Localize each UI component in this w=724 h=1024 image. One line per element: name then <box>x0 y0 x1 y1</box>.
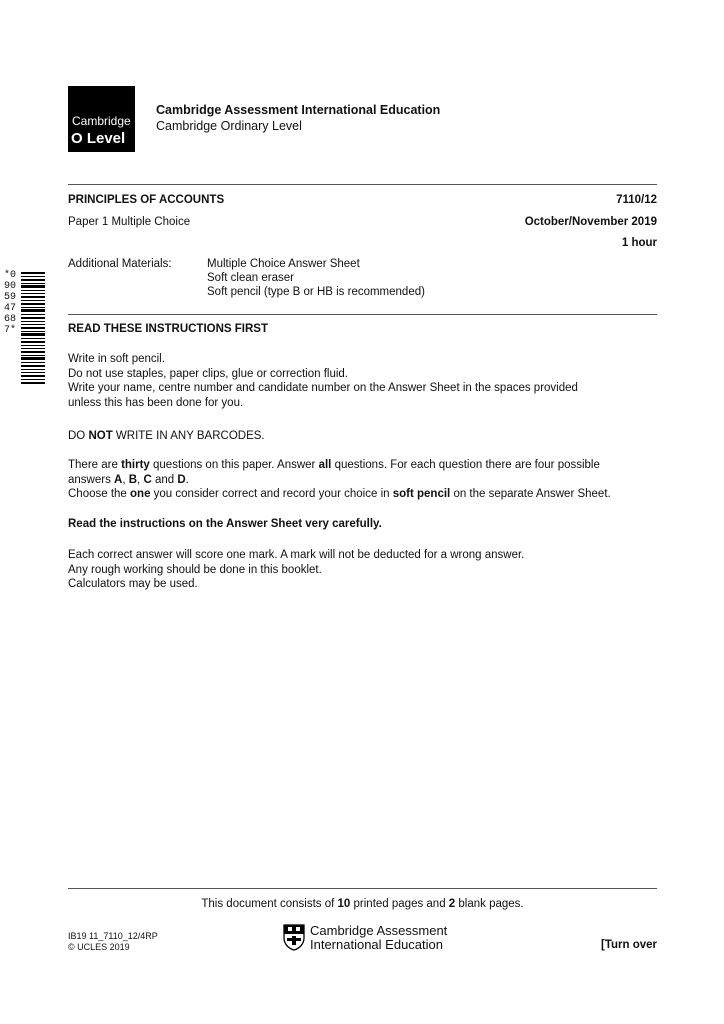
text-run-bold: all <box>318 459 332 471</box>
subject-title: PRINCIPLES OF ACCOUNTS <box>68 194 225 206</box>
text-run: questions on this paper. Answer <box>149 459 319 471</box>
footer-brand <box>310 924 447 952</box>
header-divider <box>68 184 657 185</box>
instructions-paragraph-5 <box>68 548 657 592</box>
text-run: and <box>151 473 178 486</box>
instruction-line: Any rough working should be done in this booklet. <box>68 563 322 576</box>
text-run-bold: D <box>177 473 186 486</box>
turn-over: [Turn over <box>600 939 657 951</box>
instruction-line: unless this has been done for you. <box>68 396 244 409</box>
text-run: There are <box>68 459 122 471</box>
university-crest-icon <box>283 924 305 951</box>
instruction-line: Write in soft pencil. <box>68 353 165 365</box>
org-name: Cambridge Assessment International Education <box>156 103 441 117</box>
exam-duration: 1 hour <box>621 237 657 249</box>
materials-label: Additional Materials: <box>68 258 172 270</box>
brand-line1: Cambridge Assessment <box>310 923 448 938</box>
text-run-bold: A <box>114 473 123 486</box>
org-subtitle: Cambridge Ordinary Level <box>156 119 302 133</box>
cambridge-o-level-logo <box>68 86 135 152</box>
text-run-bold: C <box>143 473 152 486</box>
instructions-heading: READ THESE INSTRUCTIONS FIRST <box>68 323 268 335</box>
text-run-bold: 2 <box>448 898 456 910</box>
text-run: you consider correct and record your choice in <box>150 488 393 500</box>
text-run: questions. For each question there are four possible <box>331 459 600 471</box>
paper-code: 7110/12 <box>616 194 657 206</box>
instructions-paragraph-1 <box>68 352 657 410</box>
text-run: answers <box>68 473 115 486</box>
document-reference <box>68 931 158 953</box>
materials-item: Multiple Choice Answer Sheet <box>207 258 360 270</box>
text-run: Choose the <box>68 488 131 500</box>
text-run: WRITE IN ANY BARCODES. <box>112 430 265 442</box>
logo-line1: Cambridge <box>72 114 131 128</box>
footer-divider <box>68 888 657 889</box>
barcode-number <box>3 270 17 336</box>
paper-name: Paper 1 Multiple Choice <box>68 216 191 228</box>
exam-session: October/November 2019 <box>524 216 657 228</box>
instructions-paragraph-4: Read the instructions on the Answer Sheet very carefully. <box>68 518 382 530</box>
barcode <box>21 272 45 384</box>
text-run: printed pages and <box>350 898 449 910</box>
logo-line2: O Level <box>71 130 126 147</box>
text-run: . <box>185 473 189 486</box>
text-run: , <box>137 473 144 486</box>
instruction-line: Do not use staples, paper clips, glue or correction fluid. <box>68 367 348 380</box>
text-run-bold: soft pencil <box>392 488 451 500</box>
instructions-paragraph-3 <box>68 458 657 502</box>
materials-item: Soft pencil (type B or HB is recommended) <box>207 286 425 298</box>
barcode-number-text: *0905947687* <box>3 270 16 336</box>
text-run-bold: thirty <box>121 459 150 471</box>
instructions-paragraph-2 <box>68 429 657 444</box>
materials-item: Soft clean eraser <box>207 272 294 284</box>
text-run: on the separate Answer Sheet. <box>450 488 611 500</box>
text-run-bold: one <box>130 488 151 500</box>
instruction-line: Write your name, centre number and candidate number on the Answer Sheet in the spaces provided <box>68 382 578 394</box>
text-run: , <box>122 473 129 486</box>
text-run-bold: 10 <box>337 898 351 910</box>
text-run-bold: B <box>128 473 138 486</box>
text-run: DO <box>68 430 89 442</box>
page-count-note <box>68 897 657 911</box>
instruction-line: Calculators may be used. <box>68 578 198 590</box>
text-run-bold: NOT <box>88 430 113 442</box>
instruction-line: Each correct answer will score one mark. A mark will not be deducted for a wrong answer. <box>68 549 525 561</box>
details-divider <box>68 314 657 315</box>
copyright: © UCLES 2019 <box>68 942 130 952</box>
text-run: blank pages. <box>455 898 524 910</box>
brand-line2: International Education <box>310 937 443 952</box>
reference-code: IB19 11_7110_12/4RP <box>68 931 158 941</box>
text-run: This document consists of <box>201 898 338 910</box>
